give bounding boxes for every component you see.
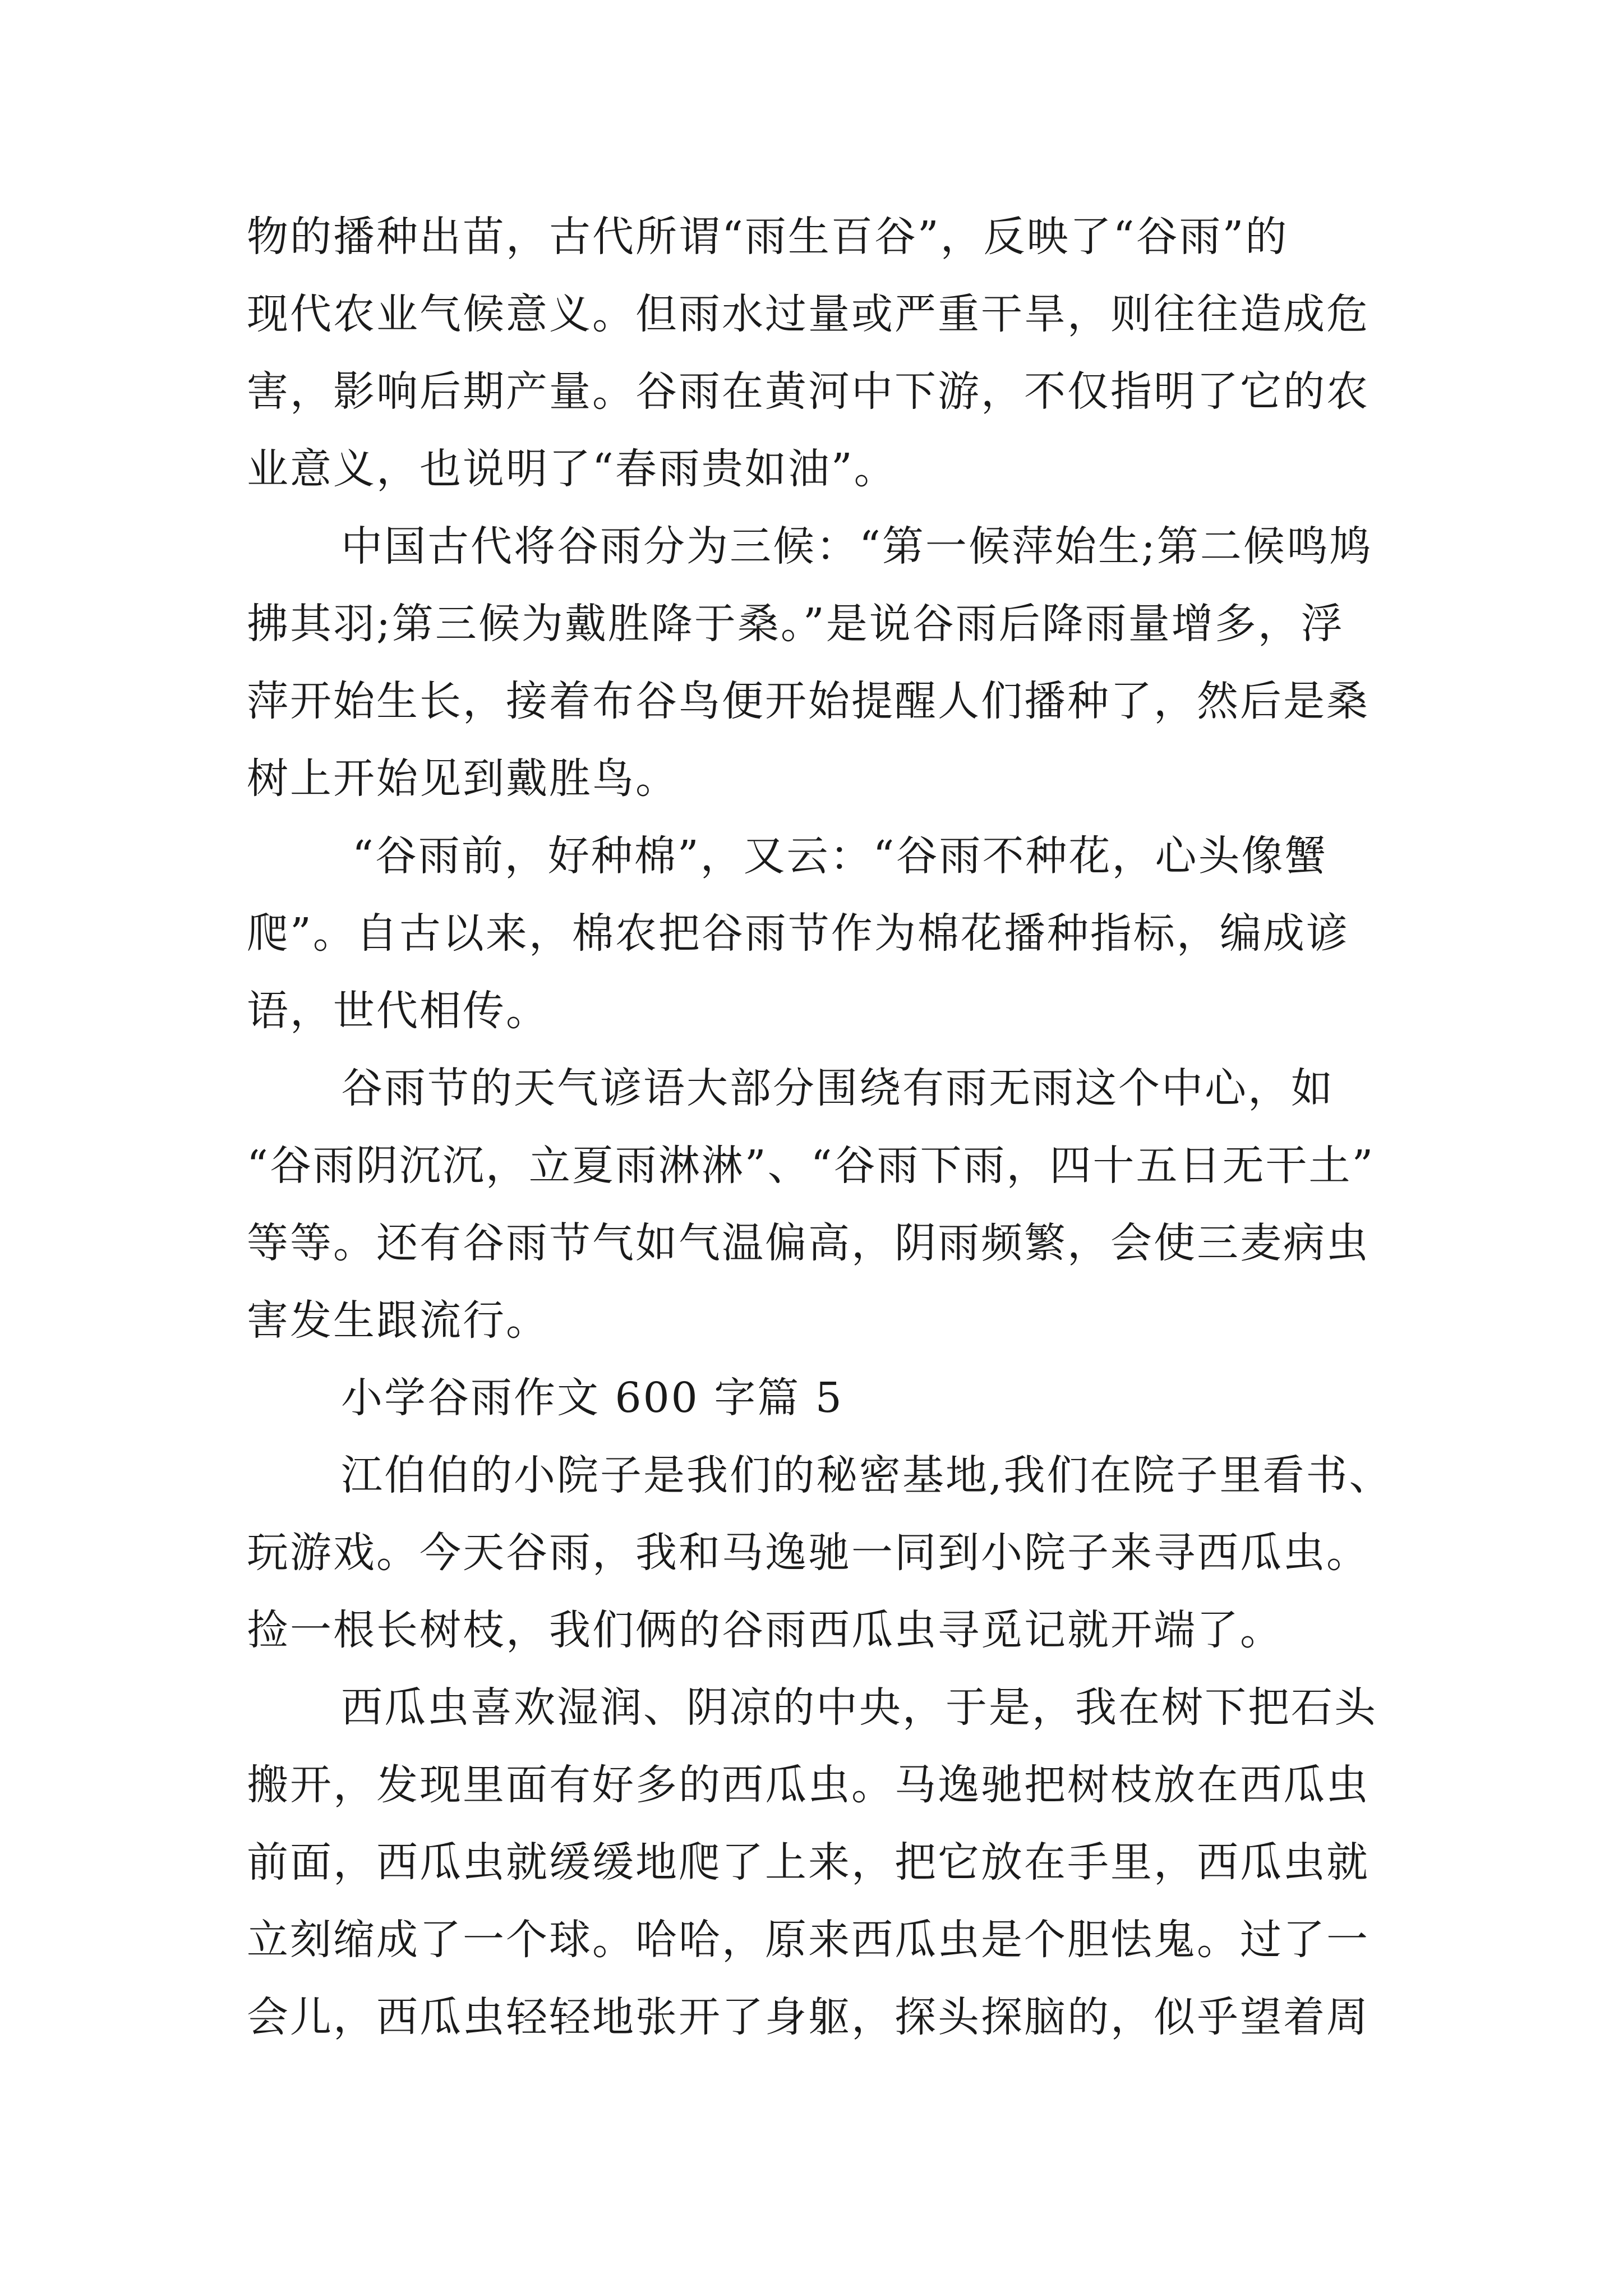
- paragraph-first-line: 谷雨节的天气谚语大部分围绕有雨无雨这个中心，如: [341, 1064, 1334, 1112]
- text-line: 搬开，发现里面有好多的西瓜虫。马逸驰把树枝放在西瓜虫: [247, 1761, 1370, 1809]
- text-line: 树上开始见到戴胜鸟。: [247, 754, 679, 803]
- text-line: 害发生跟流行。: [247, 1296, 549, 1345]
- text-line: 会儿，西瓜虫轻轻地张开了身躯，探头探脑的，似乎望着周: [247, 1993, 1370, 2041]
- paragraph-first-line: 江伯伯的小院子是我们的秘密基地,我们在院子里看书、: [341, 1451, 1393, 1499]
- text-line: 语，世代相传。: [247, 987, 549, 1035]
- text-line: 爬”。自古以来，棉农把谷雨节作为棉花播种指标，编成谚: [247, 909, 1349, 958]
- text-line: 捡一根长树枝，我们俩的谷雨西瓜虫寻觅记就开端了。: [247, 1606, 1283, 1654]
- text-line: 害，影响后期产量。谷雨在黄河中下游，不仅指明了它的农: [247, 367, 1370, 416]
- text-line: 前面，西瓜虫就缓缓地爬了上来，把它放在手里，西瓜虫就: [247, 1838, 1370, 1887]
- section-heading: 小学谷雨作文 600 字篇 5: [341, 1374, 843, 1422]
- text-line: 物的播种出苗，古代所谓“雨生百谷”，反映了“谷雨”的: [247, 213, 1289, 261]
- text-line: 萍开始生长，接着布谷鸟便开始提醒人们播种了，然后是桑: [247, 677, 1370, 725]
- paragraph-first-line: 中国古代将谷雨分为三候：“第一候萍始生;第二候鸣鸠: [341, 522, 1373, 570]
- text-line: 现代农业气候意义。但雨水过量或严重干旱，则往往造成危: [247, 290, 1370, 338]
- text-line: 业意义，也说明了“春雨贵如油”。: [247, 445, 897, 493]
- paragraph-first-line: “谷雨前，好种棉”，又云：“谷雨不种花，心头像蟹: [352, 832, 1328, 880]
- paragraph-first-line: 西瓜虫喜欢湿润、阴凉的中央，于是，我在树下把石头: [341, 1683, 1377, 1732]
- text-line: 等等。还有谷雨节气如气温偏高，阴雨频繁，会使三麦病虫: [247, 1219, 1370, 1267]
- text-line: “谷雨阴沉沉，立夏雨淋淋”、“谷雨下雨，四十五日无干土”: [247, 1142, 1375, 1190]
- text-line: 玩游戏。今天谷雨，我和马逸驰一同到小院子来寻西瓜虫。: [247, 1529, 1370, 1577]
- text-line: 立刻缩成了一个球。哈哈，原来西瓜虫是个胆怯鬼。过了一: [247, 1916, 1370, 1964]
- text-line: 拂其羽;第三候为戴胜降于桑。”是说谷雨后降雨量增多，浮: [247, 600, 1344, 648]
